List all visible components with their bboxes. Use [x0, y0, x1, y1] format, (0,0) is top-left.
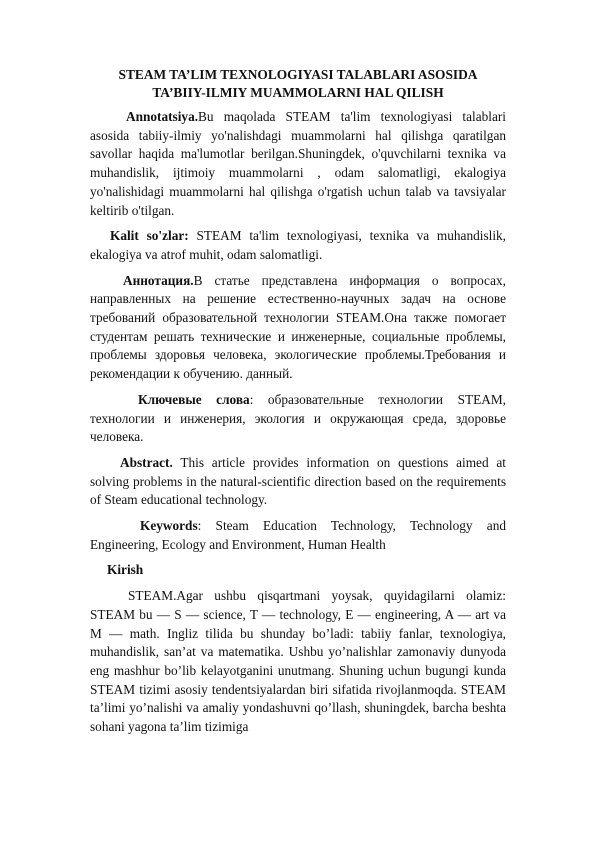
section-heading-kirish: Kirish — [107, 562, 144, 578]
title-line-1: STEAM TA’LIM TEXNOLOGIYASI TALABLARI ASOSIDA — [118, 67, 478, 82]
annotation-uz — [90, 108, 506, 220]
keywords-uz-label: Kalit so'zlar: — [110, 228, 189, 244]
annotation-uz-text: Bu maqolada STEAM ta'lim texnologiyasi talablari asosida tabiiy-ilmiy yo'nalishdagi muammolarni hal qilishga qaratilgan savollar haqida ma'lumotlar berilgan.Shuningdek, o'quvchilarni texnika va muhandislik, ijtimoiy muammolarni , odam salomatligi, ekalogiya yo'nalishidagi muammolarni hal qilishga o'rgatish uchun talab va tavsiyalar keltirib o'tilgan. — [90, 109, 506, 218]
annotation-ru — [90, 272, 506, 384]
keywords-en-label: Keywords — [140, 518, 198, 534]
keywords-ru-label: Ключевые слова — [138, 391, 250, 407]
keywords-en — [90, 517, 506, 554]
abstract-en-text: This article provides information on questions aimed at solving problems in the natural-scientific direction based on the requirements of Steam educational technology. — [90, 454, 506, 508]
keywords-ru — [90, 391, 506, 447]
kirish-paragraph: STEAM.Agar ushbu qisqartmani yoysak, quyidagilarni olamiz: STEAM bu — S — science, T — technology, E — engineering, A — art va M — math. Ingliz tilida bu shunday bo’ladi: tabiiy fanlar, texnologiya, muhandislik, san’at va matematika. Ushbu yo’nalishlar zamonaviy dunyoda eng mashhur bo’lib kelayotganini unutmang. Shuning uchun bugungi kunda STEAM tizimi asosiy tendentsiyalardan biri sifatida rivojlanmoqda. STEAM ta’limi yo’nalishi va amaliy yondashuvni qo’llash, shuningdek, barcha beshta sohani yagona ta’lim tizimiga — [90, 588, 506, 735]
keywords-en-text: : Steam Education Technology, Technology and Engineering, Ecology and Environment, Human Health — [90, 518, 506, 552]
abstract-en — [90, 454, 506, 510]
document-page — [90, 66, 506, 744]
keywords-uz — [90, 227, 506, 264]
annotation-ru-text: В статье представлена информация о вопросах, направленных на решение естественно-научных задач на основе требований образовательной технологии STEAM.Она также помогает студентам решать технические и инженерные, социальные проблемы, проблемы здоровья человека, экологические проблемы.Требования и рекомендации к обучению. данный. — [90, 272, 506, 382]
keywords-uz-text: STEAM ta'lim texnologiyasi, texnika va muhandislik, ekalogiya va atrof muhit, odam salomatligi. — [90, 228, 506, 262]
title-line-2: TA’BIIY-ILMIY MUAMMOLARNI HAL QILISH — [152, 85, 444, 100]
annotation-uz-label: Annotatsiya. — [126, 109, 199, 124]
article-title — [90, 66, 506, 102]
annotation-ru-label: Аннотация. — [123, 272, 194, 288]
abstract-en-label: Abstract. — [120, 454, 173, 470]
keywords-ru-text: : образовательные технологии STEAM, технологии и инженерия, экология и окружающая среда, здоровье человека. — [90, 391, 506, 445]
